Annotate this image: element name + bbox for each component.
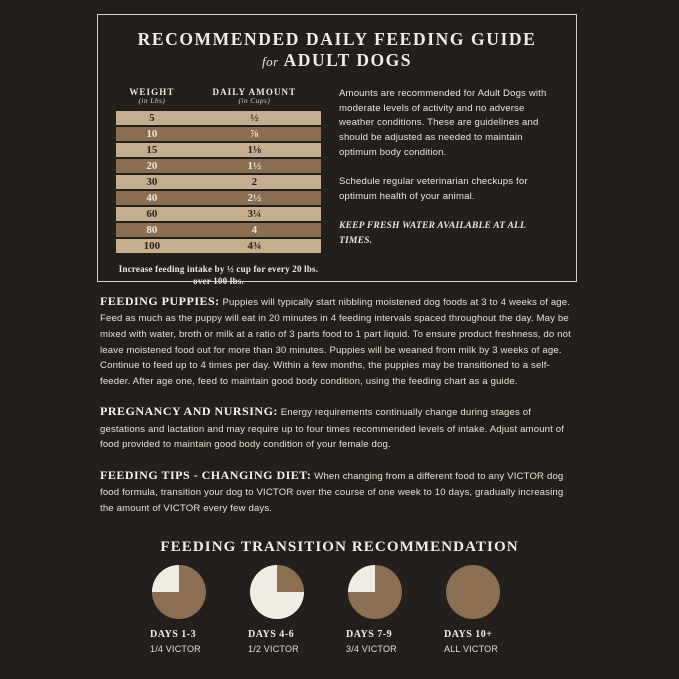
section-body: When changing from a different food to any VICTOR dog food formula, transition your dog to VICTOR over the course of one week to 10 days, gradually increasing the amount of VICTOR every few days. [100,470,564,514]
feeding-amount-table [116,85,321,255]
pie-chart-quarter-icon [152,565,206,619]
guide-subtitle-audience: ADULT DOGS [283,50,412,71]
cell-weight: 100 [116,239,188,253]
transition-step-caption [248,628,334,656]
cell-amount: 4¾ [188,239,321,253]
cell-weight: 10 [116,127,188,141]
cell-amount: 3¼ [188,207,321,221]
guide-subtitle [116,51,558,71]
cell-weight: 30 [116,175,188,189]
cell-amount: 1⅛ [188,143,321,157]
guide-subtitle-for: for [262,54,279,70]
cell-weight: 5 [116,111,188,125]
table-row [116,159,321,173]
pie-chart-full-icon [446,565,500,619]
pie-chart-half-icon [250,565,304,619]
column-header-weight [116,87,188,109]
section-feeding-tips-changing-diet [100,466,578,517]
transition-step-caption [444,628,530,656]
transition-step [248,565,334,656]
guide-paragraph-amounts: Amounts are recommended for Adult Dogs with moderate levels of activity and no adverse weather conditions. These are guidelines and should be adjusted as needed to maintain optimum body condition. [339,87,547,159]
feeding-table-wrap [116,85,321,287]
transition-step-days: DAYS 4-6 [248,629,295,640]
keep-fresh-water-note: KEEP FRESH WATER AVAILABLE AT ALL TIMES. [339,219,526,246]
cell-weight: 80 [116,223,188,237]
cell-weight: 40 [116,191,188,205]
recommended-daily-feeding-guide-box [97,14,577,286]
transition-step-days: DAYS 10+ [444,629,493,640]
transition-step-ratio: 1/4 VICTOR [150,643,201,654]
section-heading: PREGNANCY AND NURSING: [100,404,278,419]
table-row [116,175,321,189]
guide-notes-column [339,85,558,287]
feeding-table-body [116,111,321,253]
guide-paragraph-checkups: Schedule regular veterinarian checkups for optimum health of your animal. [339,176,528,202]
guide-title: RECOMMENDED DAILY FEEDING GUIDE [137,29,537,49]
transition-step-caption [150,628,236,656]
transition-step-days: DAYS 7-9 [346,629,393,640]
transition-step-ratio: 3/4 VICTOR [346,643,397,654]
transition-step [444,565,530,656]
column-header-weight-unit: (in Lbs) [138,96,166,106]
cell-amount: 1½ [188,159,321,173]
cell-amount: 2 [188,175,321,189]
section-heading: FEEDING TIPS - CHANGING DIET: [100,467,312,482]
pie-chart-three-quarter-icon [348,565,402,619]
cell-amount: ⅞ [188,127,321,141]
cell-amount: 4 [188,223,321,237]
section-heading: FEEDING PUPPIES: [100,294,220,308]
table-footnote: Increase feeding intake by ½ cup for every 20 lbs. over 100 lbs. [118,263,319,286]
section-feeding-puppies [100,292,578,389]
section-body: Puppies will typically start nibbling moistened dog foods at 3 to 4 weeks of age. Feed as much as the puppy will eat in 20 minutes in 4 feeding intervals spaced throughout the day. May be mixed with water, broth or milk at a ratio of 3 parts food to 1 part liquid. To ensure product freshness, do not leave moistened food out for more than 30 minutes. Puppies will be weaned from milk by 3 weeks of age. Continue to feed up to 4 times per day. Within a few months, the puppies may be transitioned to a self-feeder. After age one, feed to maintain good body condition, using the feeding chart as a guide. [100,297,571,387]
feeding-transition-title: FEEDING TRANSITION RECOMMENDATION [160,539,519,555]
column-header-amount-unit: (in Cups) [238,96,271,106]
table-row [116,191,321,205]
cell-amount: 2½ [188,191,321,205]
cell-weight: 15 [116,143,188,157]
transition-step [150,565,236,656]
table-row [116,127,321,141]
column-header-amount-label: DAILY AMOUNT [212,86,297,97]
feeding-transition-diagram [150,565,530,656]
table-row [116,207,321,221]
transition-step-ratio: 1/2 VICTOR [248,643,299,654]
section-pregnancy-and-nursing [100,402,578,453]
column-header-amount [188,87,321,109]
section-body: Energy requirements continually change during stages of gestations and lactation and may require up to four times recommended levels of intake. Adjust amount of food provided to maintain good body condition of your female dog. [100,407,565,451]
cell-weight: 20 [116,159,188,173]
transition-step-ratio: ALL VICTOR [444,643,499,654]
transition-step-caption [346,628,432,656]
body-sections [100,292,578,529]
table-row [116,143,321,157]
table-header-row [116,87,321,109]
table-row [116,223,321,237]
transition-step [346,565,432,656]
transition-step-days: DAYS 1-3 [150,629,197,640]
cell-amount: ½ [188,111,321,125]
table-row [116,239,321,253]
cell-weight: 60 [116,207,188,221]
column-header-weight-label: WEIGHT [129,86,175,97]
table-row [116,111,321,125]
